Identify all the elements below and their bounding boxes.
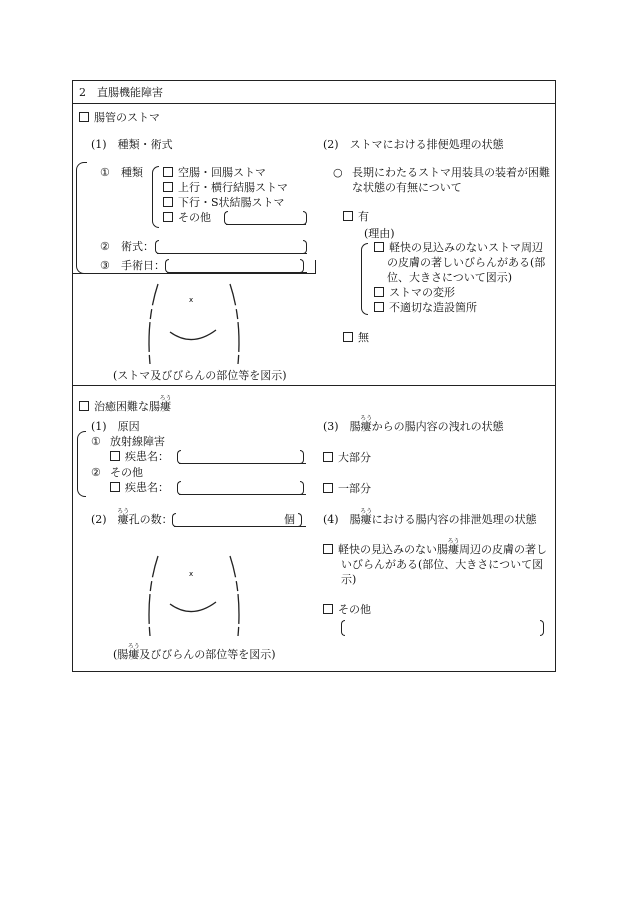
leak-part[interactable] (323, 482, 371, 496)
cause-2-number: ② (91, 466, 101, 479)
body-diagram-stoma[interactable] (140, 280, 250, 370)
cause-2-label: その他 (110, 466, 143, 479)
evac-heading: (4) 腸瘻 ろう における腸内容の排泄処理の状態 (323, 508, 537, 526)
cause-1-disease[interactable] (110, 450, 169, 464)
disease-field-2-right (300, 481, 304, 495)
fistula-checkbox[interactable] (79, 401, 89, 411)
stoma-type-heading: (1) 種類・術式 (91, 138, 173, 151)
yes-checkbox[interactable] (343, 211, 353, 221)
kind-option-label: 空腸・回腸ストマ (178, 166, 266, 179)
kind-checkbox-1[interactable] (163, 167, 173, 177)
reason-skin-checkbox[interactable] (374, 242, 384, 252)
stoma-evac-heading: (2) ストマにおける排便処理の状態 (323, 138, 504, 151)
kind-checkbox-4[interactable] (163, 212, 173, 222)
leak-part-checkbox[interactable] (323, 483, 333, 493)
stoma-yes[interactable] (343, 210, 369, 224)
stoma-figure-caption: (ストマ及びびらんの部位等を図示) (113, 369, 287, 382)
method-field-left (155, 240, 159, 254)
stoma-checkbox[interactable] (79, 112, 89, 122)
method-label: 術式： (121, 240, 154, 253)
date-number: ③ (100, 259, 110, 272)
disease-field-1-right (300, 450, 304, 464)
cause-heading: (1) 原因 (91, 420, 140, 433)
leak-most[interactable] (323, 451, 371, 465)
date-field-right (300, 259, 304, 273)
kind-option-3[interactable] (163, 196, 285, 210)
long-term-bullet: ○ (333, 166, 343, 179)
type-block-bottom-rule (72, 273, 315, 274)
disease-field-2[interactable] (179, 494, 306, 495)
section-divider (72, 385, 556, 386)
reason-site[interactable] (374, 301, 477, 315)
navel-mark: x (189, 296, 194, 304)
reason-bracket (361, 243, 368, 315)
count-field-left (172, 513, 176, 527)
stoma-heading[interactable] (79, 111, 160, 125)
kind-option-label: 下行・S状結腸ストマ (178, 196, 285, 209)
evac-other-checkbox[interactable] (323, 604, 333, 614)
fistula-figure-caption: (腸瘻 ろう 及びびらんの部位等を図示) (113, 643, 276, 661)
disease-field-1[interactable] (179, 463, 306, 464)
other-kind-field[interactable] (226, 224, 306, 225)
ruby-reading: ろう (159, 395, 172, 402)
kind-option-label: 上行・横行結腸ストマ (178, 181, 288, 194)
reason-site-label: 不適切な造設箇所 (389, 301, 477, 314)
other-kind-field-left (224, 211, 228, 225)
type-block-bracket (76, 162, 87, 274)
fistula-heading[interactable] (79, 395, 172, 414)
no-checkbox[interactable] (343, 332, 353, 342)
method-field-right (303, 240, 307, 254)
evac-skin-line-2: いびらんがある(部位、大きさについて図 (341, 558, 544, 571)
leak-most-label: 大部分 (338, 451, 371, 464)
reason-skin-line-1: 軽快の見込みのないストマ周辺 (389, 241, 543, 254)
kind-checkbox-3[interactable] (163, 197, 173, 207)
page-title: 2 直腸機能障害 (79, 86, 163, 99)
long-term-line-2: な状態の有無について (352, 181, 462, 194)
cause-1-label: 放射線障害 (110, 435, 165, 448)
disease-field-2-left (177, 481, 181, 495)
stoma-heading-label: 腸管のストマ (94, 111, 160, 124)
count-field-right (298, 513, 302, 527)
fistula-heading-kanji: 瘻 ろう (160, 400, 171, 414)
cause-2-checkbox[interactable] (110, 482, 120, 492)
method-number: ② (100, 240, 110, 253)
cause-2-disease[interactable] (110, 481, 169, 495)
long-term-line-1: 長期にわたるストマ用装具の装着が困難 (352, 166, 550, 179)
reason-skin-line-3: 位、大きさについて図示) (387, 271, 513, 284)
disease-label: 疾患名： (125, 450, 169, 463)
kind-option-1[interactable] (163, 166, 266, 180)
navel-mark: x (189, 570, 194, 578)
other-field[interactable] (343, 634, 543, 635)
kind-number: ① (100, 166, 110, 179)
fistula-count-label: (2) 瘻 ろう 孔の数： (91, 508, 173, 526)
kind-option-2[interactable] (163, 181, 288, 195)
stoma-no[interactable] (343, 331, 369, 345)
fistula-heading-label: 治癒困難な腸 (94, 400, 160, 413)
kind-label: 種類 (121, 166, 143, 179)
date-label: 手術日： (121, 259, 165, 272)
reason-site-checkbox[interactable] (374, 302, 384, 312)
evac-skin-checkbox[interactable] (323, 544, 333, 554)
disease-label: 疾患名： (125, 481, 169, 494)
leak-heading: (3) 腸瘻 ろう からの腸内容の洩れの状態 (323, 415, 504, 433)
yes-label: 有 (358, 210, 369, 223)
date-field-left (165, 259, 169, 273)
evac-skin-line-3: 示) (341, 573, 357, 586)
disease-field-1-left (177, 450, 181, 464)
leak-part-label: 一部分 (338, 482, 371, 495)
kind-checkbox-2[interactable] (163, 182, 173, 192)
header-divider (72, 103, 556, 104)
body-diagram-fistula[interactable] (140, 552, 250, 642)
reason-deform-checkbox[interactable] (374, 287, 384, 297)
reason-skin[interactable] (374, 241, 543, 255)
cause-bracket (77, 431, 86, 497)
no-label: 無 (358, 331, 369, 344)
kind-bracket (152, 166, 159, 228)
other-kind-field-right (303, 211, 307, 225)
reason-deform-label: ストマの変形 (389, 286, 455, 299)
other-field-right (540, 620, 544, 636)
reason-skin-line-2: の皮膚の著しいびらんがある(部 (387, 256, 546, 269)
reason-deform[interactable] (374, 286, 455, 300)
method-field[interactable] (157, 253, 307, 254)
evac-other[interactable] (323, 603, 371, 617)
kind-option-4[interactable] (163, 211, 211, 225)
type-block-side-rule (315, 260, 316, 274)
evac-skin[interactable]: 軽快の見込みのない腸瘻 ろう 周辺の皮膚の著し (323, 543, 547, 557)
cause-1-number: ① (91, 435, 101, 448)
count-unit: 個 (284, 513, 295, 526)
reason-label: (理由) (364, 227, 395, 240)
evac-other-label: その他 (338, 603, 371, 616)
leak-most-checkbox[interactable] (323, 452, 333, 462)
kind-option-label: その他 (178, 211, 211, 224)
cause-1-checkbox[interactable] (110, 451, 120, 461)
